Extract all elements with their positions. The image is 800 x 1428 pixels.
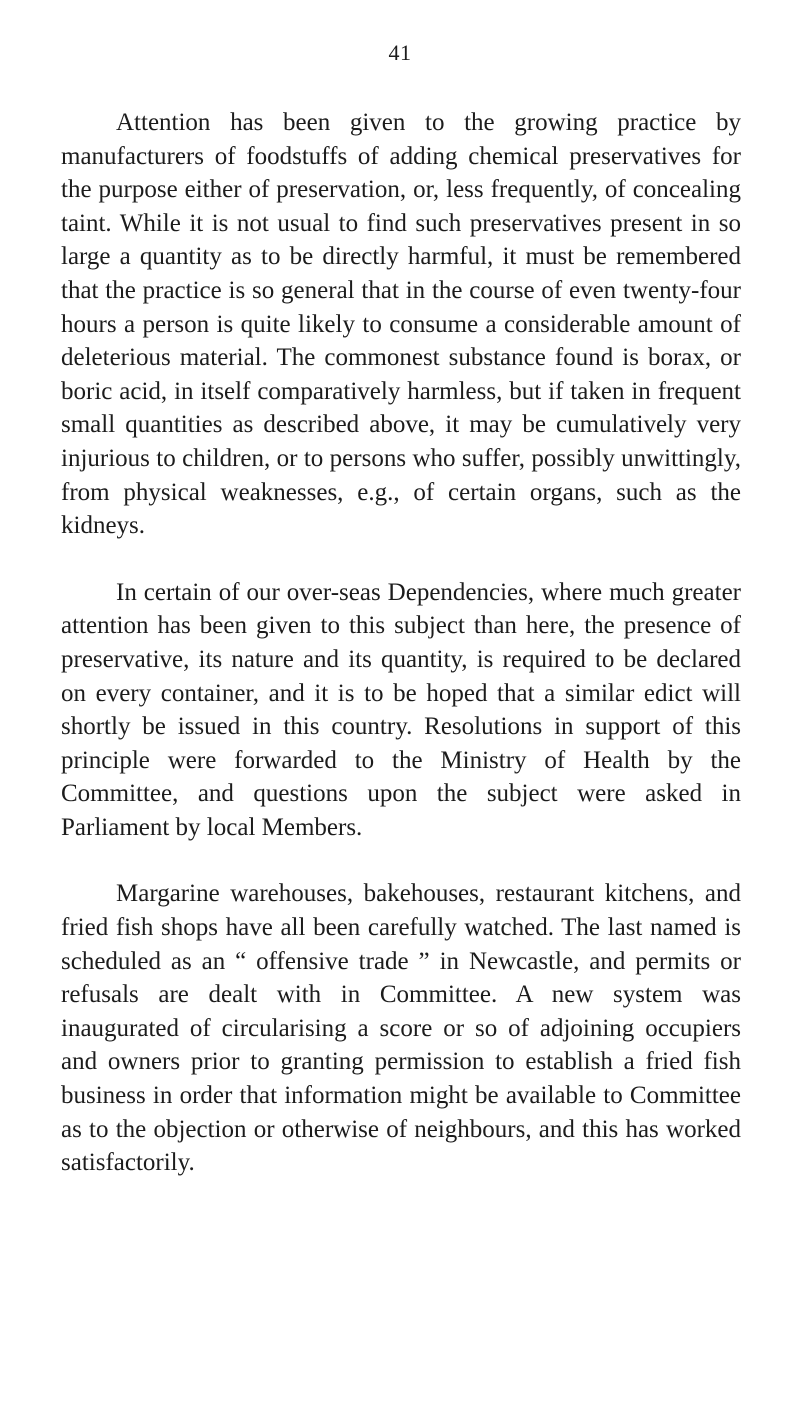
paragraph-text: In certain of our over-seas Dependencies, where much greater attention has been given to this subject than here, the presence of preservative, its nature and its quantity, is required to be declared on every container, and it is to be hoped that a similar edict will shortly be issued in this country. Resolutions in support of this principle were forwarded to the Ministry of Health by the Committee, and questions upon the subject were asked in Parliament by local Members. — [61, 578, 741, 841]
paragraph-preservatives — [61, 106, 741, 543]
page-number: 41 — [388, 40, 412, 65]
paragraph-text: Margarine warehouses, bakehouses, restaurant kitchens, and fried fish shops have all been carefully watched. The last named is scheduled as an “ offensive trade ” in Newcastle, and permits or refusals are dealt with in Committee. A new system was inaugurated of circularising a score or so of adjoining occupiers and owners prior to granting permission to establish a fried fish business in order that information might be available to Committee as to the objection or otherwise of neighbours, and this has worked satisfactorily. — [61, 880, 741, 1177]
paragraph-text: Attention has been given to the growing practice by manufacturers of foodstuffs of adding chemical preservatives for the purpose either of preservation, or, less frequently, of concealing taint. While it is not usual to find such preservatives present in so large a quantity as to be directly harmful, it must be remembered that the practice is so general that in the course of even twenty-four hours a person is quite likely to consume a considerable amount of deleterious material. The commonest substance found is borax, or boric acid, in itself comparatively harmless, but if taken in frequent small quantities as described above, it may be cumulatively very injurious to children, or to persons who suffer, possibly unwittingly, from physical weaknesses, e.g., of certain organs, such as the kidneys. — [61, 109, 741, 540]
body-text — [61, 106, 741, 1180]
paragraph-fried-fish — [61, 877, 741, 1179]
paragraph-dependencies — [61, 576, 741, 845]
